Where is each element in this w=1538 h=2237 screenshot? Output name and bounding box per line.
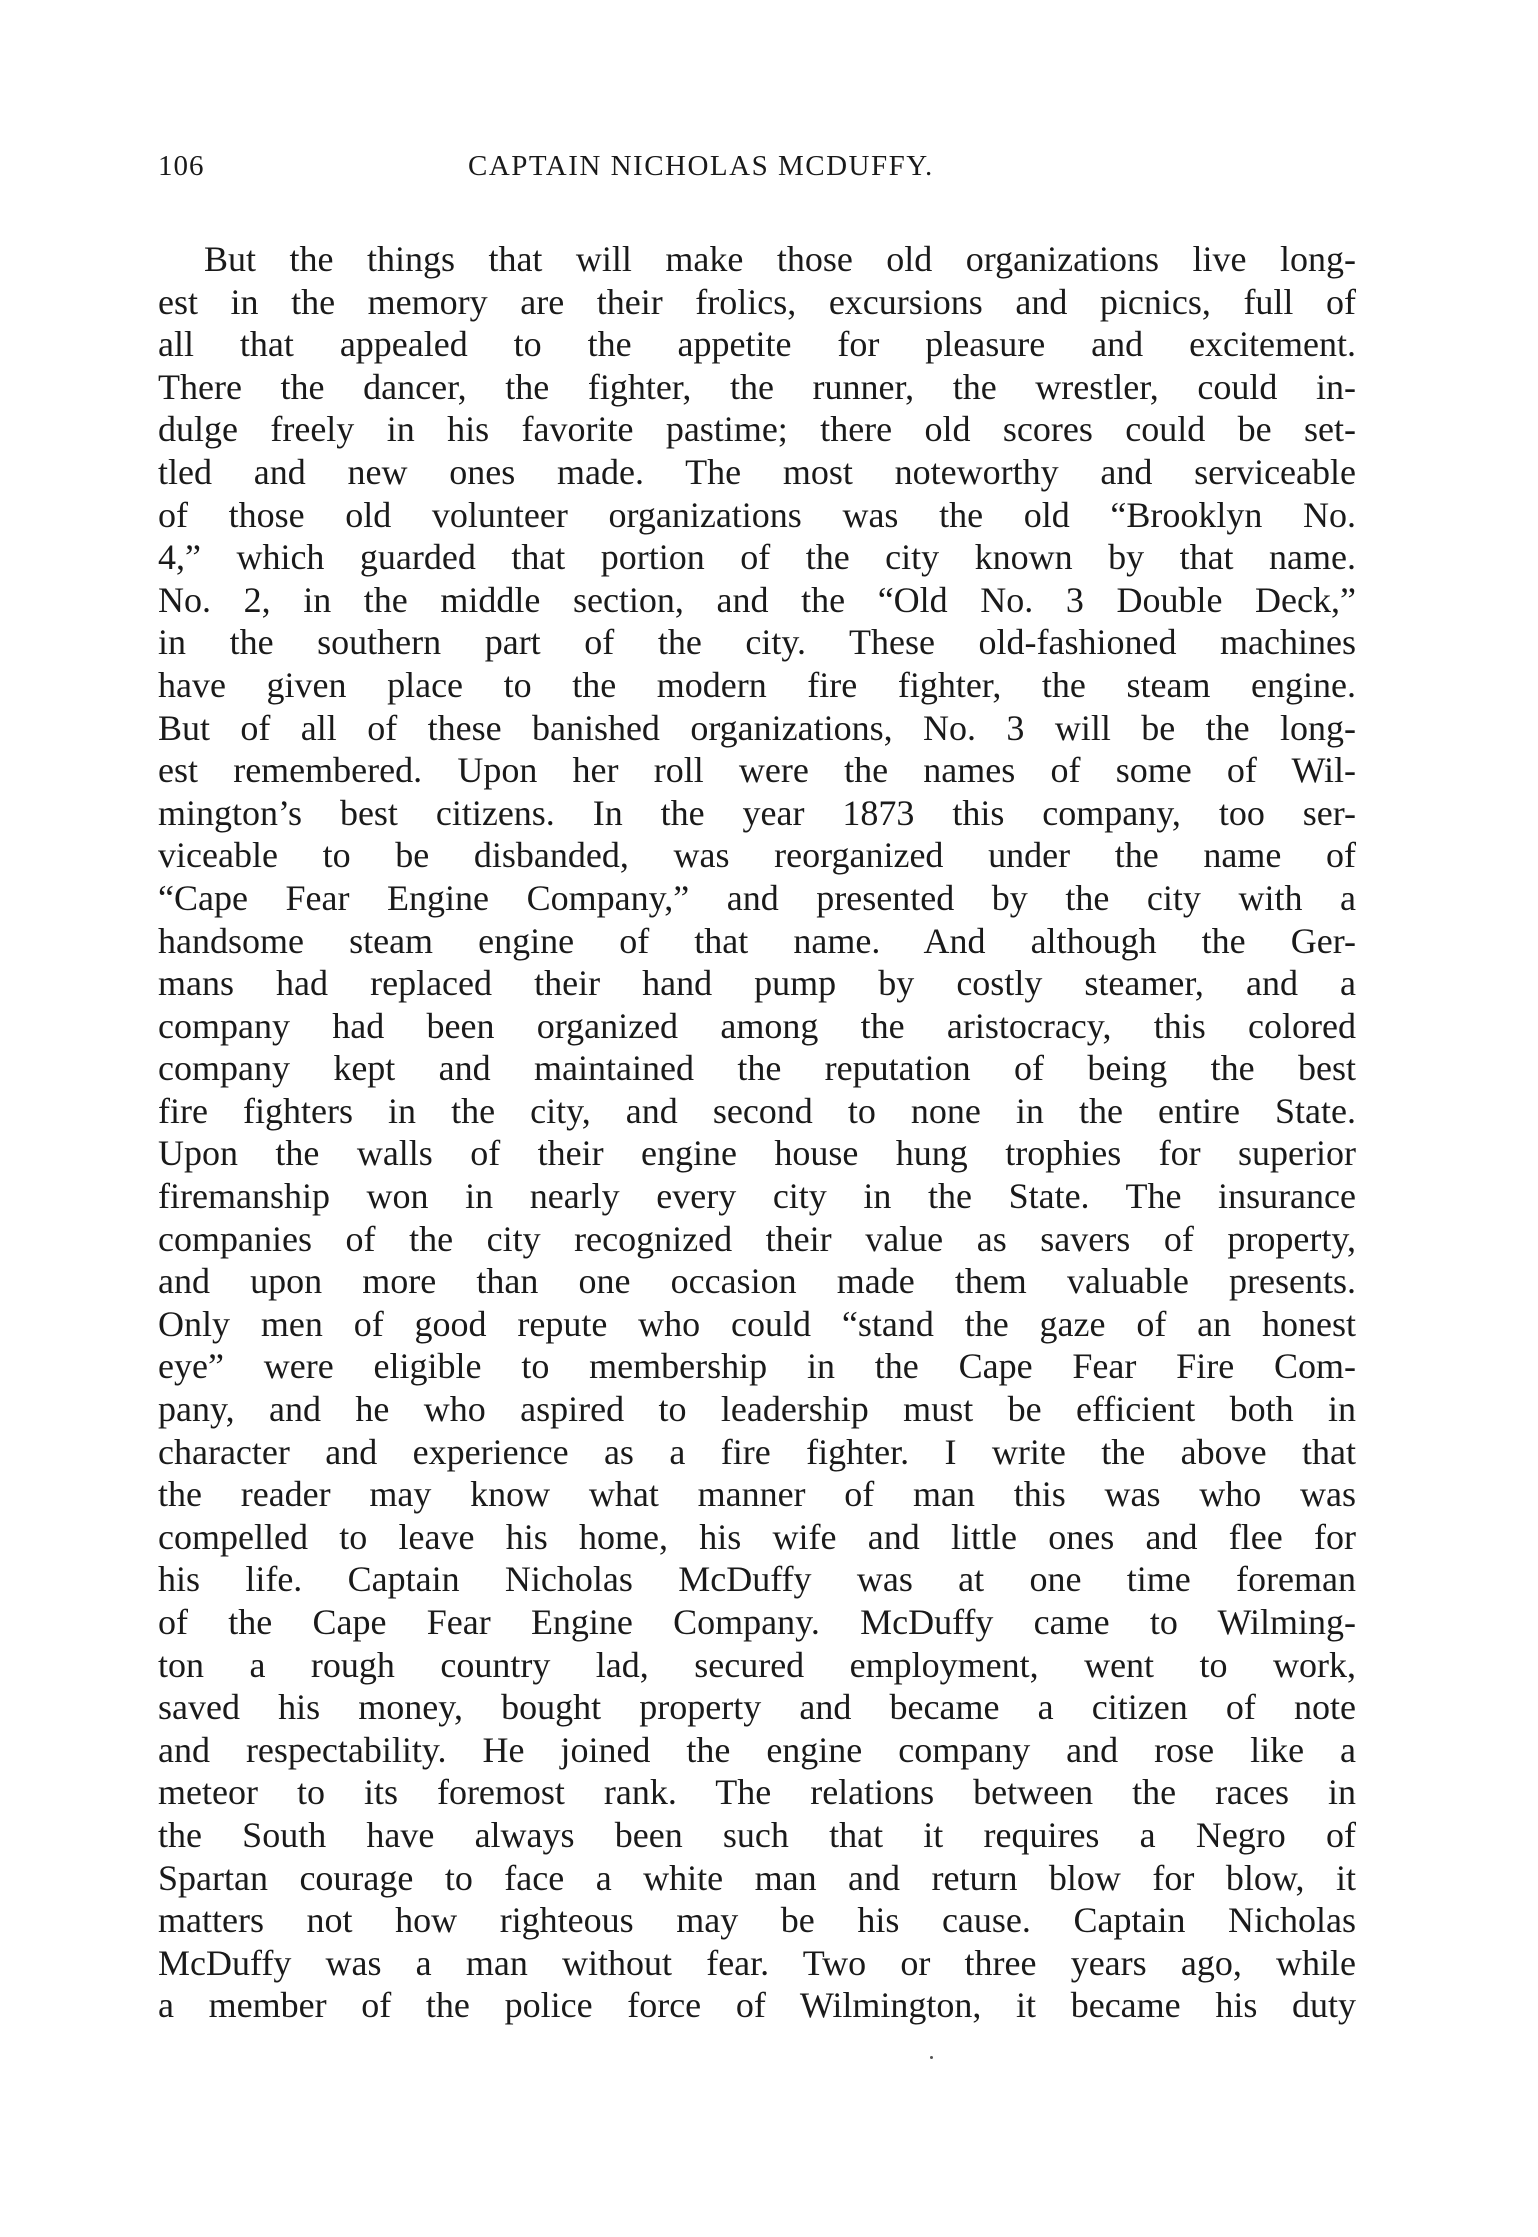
text-line: No. 2, in the middle section, and the “Old No. 3 Double Deck,” (158, 579, 1356, 620)
text-line: of those old volunteer organizations was the old “Brooklyn No. (158, 494, 1356, 535)
page-number: 106 (158, 150, 205, 182)
text-line: Only men of good repute who could “stand the gaze of an honest (158, 1303, 1356, 1344)
text-line: his life. Captain Nicholas McDuffy was at one time foreman (158, 1559, 1356, 1600)
text-line: est in the memory are their frolics, excursions and picnics, full of (158, 281, 1356, 322)
text-line: McDuffy was a man without fear. Two or three years ago, while (158, 1942, 1356, 1983)
text-line: the reader may know what manner of man this was who was (158, 1474, 1356, 1515)
text-line: have given place to the modern fire fighter, the steam engine. (158, 664, 1356, 705)
text-line: ton a rough country lad, secured employment, went to work, (158, 1644, 1356, 1685)
text-line: mans had replaced their hand pump by costly steamer, and a (158, 963, 1356, 1004)
text-line: “Cape Fear Engine Company,” and presented by the city with a (158, 877, 1356, 918)
text-line: firemanship won in nearly every city in the State. The insurance (158, 1176, 1356, 1217)
text-line: meteor to its foremost rank. The relations between the races in (158, 1772, 1356, 1813)
text-line: mington’s best citizens. In the year 1873 this company, too ser- (158, 792, 1356, 833)
running-title: CAPTAIN NICHOLAS MCDUFFY. (468, 150, 934, 182)
text-line: matters not how righteous may be his cause. Captain Nicholas (158, 1900, 1356, 1941)
text-line: a member of the police force of Wilmington, it became his duty (158, 1985, 1356, 2026)
text-line: tled and new ones made. The most noteworthy and serviceable (158, 451, 1356, 492)
text-line: eye” were eligible to membership in the Cape Fear Fire Com- (158, 1346, 1356, 1387)
text-line: companies of the city recognized their value as savers of property, (158, 1218, 1356, 1259)
text-line: dulge freely in his favorite pastime; there old scores could be set- (158, 409, 1356, 450)
text-line: 4,” which guarded that portion of the city known by that name. (158, 537, 1356, 578)
text-line: the South have always been such that it requires a Negro of (158, 1814, 1356, 1855)
text-line: est remembered. Upon her roll were the names of some of Wil- (158, 750, 1356, 791)
text-line: But of all of these banished organizations, No. 3 will be the long- (158, 707, 1356, 748)
text-line: and respectability. He joined the engine company and rose like a (158, 1729, 1356, 1770)
running-head (158, 150, 1358, 194)
text-line: all that appealed to the appetite for pleasure and excitement. (158, 324, 1356, 365)
ink-speck (930, 2056, 933, 2059)
text-line: company had been organized among the aristocracy, this colored (158, 1005, 1356, 1046)
text-line: There the dancer, the fighter, the runner, the wrestler, could in- (158, 366, 1356, 407)
text-line: viceable to be disbanded, was reorganized under the name of (158, 835, 1356, 876)
text-line: of the Cape Fear Engine Company. McDuffy came to Wilming- (158, 1602, 1356, 1642)
text-line: But the things that will make those old organizations live long- (204, 239, 1356, 279)
text-line: compelled to leave his home, his wife and little ones and flee for (158, 1516, 1356, 1557)
text-line: pany, and he who aspired to leadership must be efficient both in (158, 1389, 1356, 1430)
body-paragraph (158, 238, 1356, 2027)
text-line: in the southern part of the city. These old-fashioned machines (158, 622, 1356, 663)
text-line: Spartan courage to face a white man and return blow for blow, it (158, 1857, 1356, 1898)
text-line: and upon more than one occasion made them valuable presents. (158, 1261, 1356, 1302)
text-line: character and experience as a fire fighter. I write the above that (158, 1431, 1356, 1472)
text-line: saved his money, bought property and became a citizen of note (158, 1687, 1356, 1728)
text-line: handsome steam engine of that name. And although the Ger- (158, 920, 1356, 961)
text-line: Upon the walls of their engine house hung trophies for superior (158, 1133, 1356, 1174)
text-line: company kept and maintained the reputation of being the best (158, 1048, 1356, 1089)
text-line: fire fighters in the city, and second to none in the entire State. (158, 1090, 1356, 1131)
